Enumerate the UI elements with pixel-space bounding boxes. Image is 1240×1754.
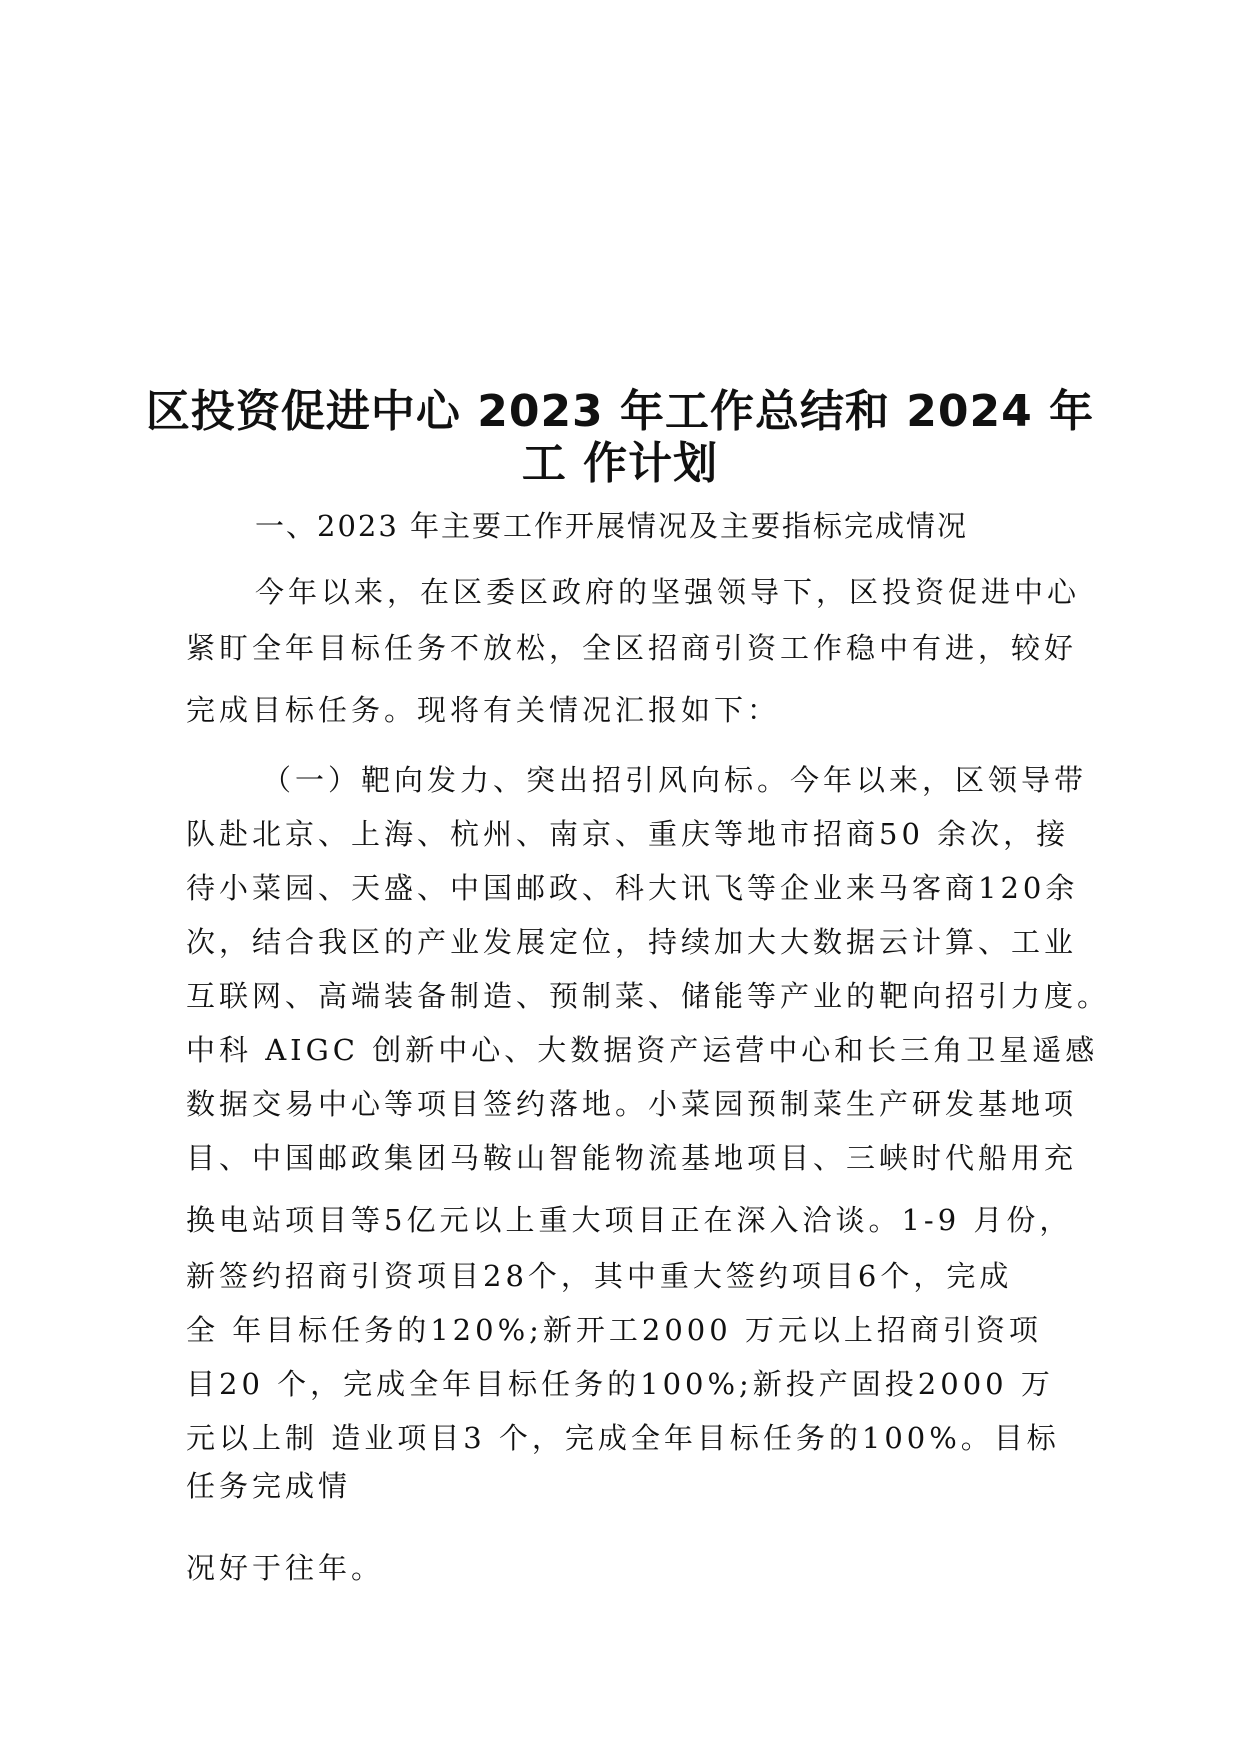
paragraph2-line-10: 新签约招商引资项目28个，其中重大签约项目6个，完成 <box>186 1259 1013 1293</box>
section-heading: 一、2023 年主要工作开展情况及主要指标完成情况 <box>255 509 969 543</box>
paragraph2-line-13: 元以上制 造业项目3 个，完成全年目标任务的100%。目标 <box>186 1421 1060 1455</box>
paragraph2-line-2: 队赴北京、上海、杭州、南京、重庆等地市招商50 余次，接 <box>186 817 1070 851</box>
paragraph2-line-15: 况好于往年。 <box>186 1551 385 1585</box>
paragraph2-line-5: 互联网、高端装备制造、预制菜、储能等产业的靶向招引力度。 <box>186 979 1111 1013</box>
paragraph1-line-1: 今年以来，在区委区政府的坚强领导下，区投资促进中心 <box>255 575 1081 609</box>
paragraph1-line-2: 紧盯全年目标任务不放松，全区招商引资工作稳中有进，较好 <box>186 631 1078 665</box>
document-title-line-2: 工 作计划 <box>521 438 719 489</box>
document-title-line-1: 区投资促进中心 2023 年工作总结和 2024 年 <box>145 386 1095 437</box>
paragraph1-line-3: 完成目标任务。现将有关情况汇报如下： <box>186 693 781 727</box>
paragraph2-line-6: 中科 AIGC 创新中心、大数据资产运营中心和长三角卫星遥感 <box>186 1033 1099 1067</box>
paragraph2-line-12: 目20 个，完成全年目标任务的100%;新投产固投2000 万 <box>186 1367 1054 1401</box>
paragraph2-line-4: 次，结合我区的产业发展定位，持续加大大数据云计算、工业 <box>186 925 1078 959</box>
paragraph2-line-14: 任务完成情 <box>186 1469 352 1503</box>
paragraph2-line-3: 待小菜园、天盛、中国邮政、科大讯飞等企业来马客商120余 <box>186 871 1079 905</box>
paragraph2-line-9: 换电站项目等5亿元以上重大项目正在深入洽谈。1-9 月份， <box>186 1203 1073 1237</box>
paragraph2-line-1: （一）靶向发力、突出招引风向标。今年以来，区领导带 <box>262 763 1088 797</box>
paragraph2-line-7: 数据交易中心等项目签约落地。小菜园预制菜生产研发基地项 <box>186 1087 1078 1121</box>
paragraph2-line-11: 全 年目标任务的120%;新开工2000 万元以上招商引资项 <box>186 1313 1042 1347</box>
paragraph2-line-8: 目、中国邮政集团马鞍山智能物流基地项目、三峡时代船用充 <box>186 1141 1078 1175</box>
